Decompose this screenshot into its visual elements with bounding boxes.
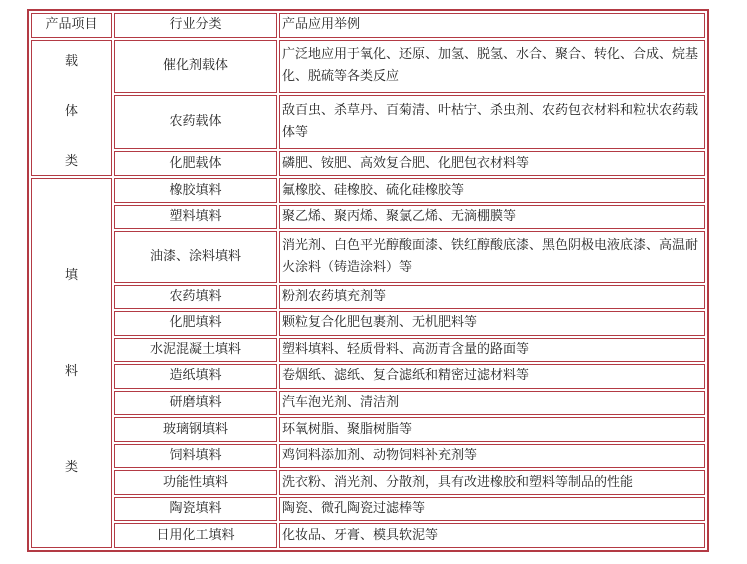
table-row: [31, 285, 705, 310]
header-application-example: 产品应用举例: [279, 13, 705, 38]
table-row: [31, 417, 705, 442]
industry-cell: 化肥载体: [114, 151, 277, 177]
example-cell: 消光剂、白色平光醇酸面漆、铁红醇酸底漆、黑色阴极电液底漆、高温耐火涂料（铸造涂料）等: [279, 231, 705, 282]
example-cell: 敌百虫、杀草丹、百菊清、叶枯宁、杀虫剂、农药包衣材料和粒状农药载体等: [279, 95, 705, 149]
table-row: [31, 364, 705, 389]
example-cell: 聚乙烯、聚丙烯、聚氯乙烯、无滴棚膜等: [279, 205, 705, 230]
category-filler: [31, 178, 112, 548]
example-cell: 颗粒复合化肥包裹剂、无机肥料等: [279, 311, 705, 336]
example-cell: 卷烟纸、滤纸、复合滤纸和精密过滤材料等: [279, 364, 705, 389]
example-cell: 环氧树脂、聚脂树脂等: [279, 417, 705, 442]
category-char: 载: [64, 53, 78, 69]
table-row: [31, 151, 705, 177]
header-product-item: 产品项目: [31, 13, 112, 38]
category-carrier: [31, 40, 112, 177]
industry-cell: 陶瓷填料: [114, 497, 277, 522]
industry-cell: 农药载体: [114, 95, 277, 149]
example-cell: 汽车泡光剂、清洁剂: [279, 391, 705, 416]
industry-cell: 农药填料: [114, 285, 277, 310]
industry-cell: 造纸填料: [114, 364, 277, 389]
industry-cell: 水泥混凝土填料: [114, 338, 277, 363]
category-char: 类: [64, 460, 78, 476]
table-row: [31, 95, 705, 149]
industry-cell: 研磨填料: [114, 391, 277, 416]
industry-cell: 功能性填料: [114, 470, 277, 495]
example-cell: 粉剂农药填充剂等: [279, 285, 705, 310]
table-row: [31, 523, 705, 548]
table-header-row: [31, 13, 705, 38]
industry-cell: 橡胶填料: [114, 178, 277, 203]
table-row: [31, 444, 705, 469]
category-char: 类: [64, 153, 78, 169]
table-row: [31, 470, 705, 495]
example-cell: 化妆品、牙膏、模具软泥等: [279, 523, 705, 548]
table-row: [31, 497, 705, 522]
example-cell: 广泛地应用于氧化、还原、加氢、脱氢、水合、聚合、转化、合成、烷基化、脱硫等各类反应: [279, 40, 705, 94]
example-cell: 磷肥、铵肥、高效复合肥、化肥包衣材料等: [279, 151, 705, 177]
industry-cell: 油漆、涂料填料: [114, 231, 277, 282]
example-cell: 洗衣粉、消光剂、分散剂，具有改进橡胶和塑料等制品的性能: [279, 470, 705, 495]
category-char: 料: [64, 364, 78, 380]
table-row: [31, 178, 705, 203]
industry-cell: 饲料填料: [114, 444, 277, 469]
example-cell: 塑料填料、轻质骨料、高沥青含量的路面等: [279, 338, 705, 363]
table-row: [31, 231, 705, 282]
table-row: [31, 311, 705, 336]
table-row: [31, 205, 705, 230]
category-char: 体: [64, 103, 78, 119]
industry-cell: 玻璃钢填料: [114, 417, 277, 442]
example-cell: 鸡饲料添加剂、动物饲料补充剂等: [279, 444, 705, 469]
table-row: [31, 391, 705, 416]
industry-cell: 塑料填料: [114, 205, 277, 230]
example-cell: 陶瓷、微孔陶瓷过滤棒等: [279, 497, 705, 522]
table-row: [31, 338, 705, 363]
header-industry: 行业分类: [114, 13, 277, 38]
industry-cell: 催化剂载体: [114, 40, 277, 94]
product-application-table: [27, 9, 709, 552]
example-cell: 氟橡胶、硅橡胶、硫化硅橡胶等: [279, 178, 705, 203]
industry-cell: 化肥填料: [114, 311, 277, 336]
table-row: [31, 40, 705, 94]
industry-cell: 日用化工填料: [114, 523, 277, 548]
category-char: 填: [64, 268, 78, 284]
